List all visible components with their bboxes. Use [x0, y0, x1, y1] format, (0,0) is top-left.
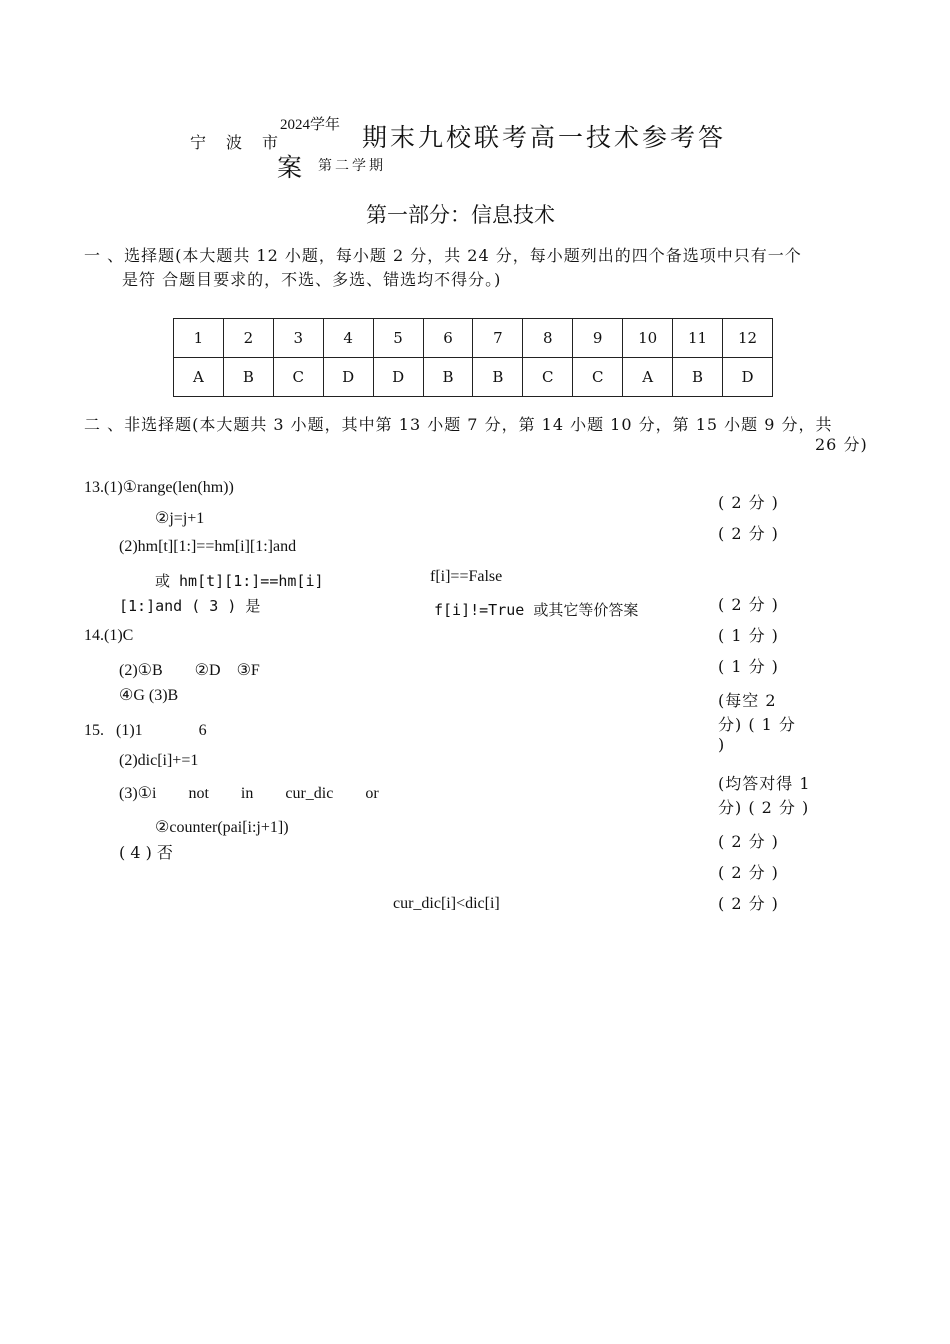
score-7b: 分) ( 2 分 ) [718, 798, 810, 817]
answer-row [174, 358, 773, 397]
header-title-line2: 案 [277, 153, 306, 182]
question-number: 9 [573, 319, 623, 358]
score-9: ( 2 分 ) [718, 863, 779, 882]
q13-2-answer: (2)hm[t][1:]==hm[i][1:]and [119, 538, 297, 555]
part1-heading-line1: 一 、选择题(本大题共 12 小题，每小题 2 分，共 24 分，每小题列出的四个备选项中只有一个 [84, 246, 802, 265]
q14-1-answer: 14.(1)C [84, 627, 134, 644]
q15-4-answer: ( 4 ) 否 [119, 843, 173, 862]
question-number: 7 [473, 319, 523, 358]
answer-letter: A [174, 358, 224, 397]
q14-2-answer-a: (2)①B ②D ③F [119, 662, 260, 679]
q15-3-answer-b: ②counter(pai[i:j+1]) [155, 819, 289, 836]
score-4: ( 1 分 ) [718, 626, 779, 645]
question-number: 4 [323, 319, 373, 358]
q13-2-false-answer: f[i]==False [430, 568, 503, 585]
answer-letter: B [423, 358, 473, 397]
answer-letter: B [223, 358, 273, 397]
question-number: 8 [523, 319, 573, 358]
q15-3-answer-a: (3)①i not in cur_dic or [119, 785, 379, 802]
question-number: 10 [623, 319, 673, 358]
part1-heading-line2: 是符 合题目要求的，不选、多选、错选均不得分。) [122, 270, 502, 289]
header-title-line1: 期末九校联考高一技术参考答 [362, 123, 727, 152]
part2-heading-line1: 二 、非选择题(本大题共 3 小题，其中第 13 小题 7 分，第 14 小题 10 分，第 15 小题 9 分，共 [84, 415, 833, 434]
q14-2-answer-b: ④G (3)B [119, 687, 179, 704]
score-3: ( 2 分 ) [718, 595, 779, 614]
answer-letter: D [722, 358, 772, 397]
answer-letter: B [473, 358, 523, 397]
answer-table [173, 318, 773, 397]
score-1: ( 2 分 ) [718, 493, 779, 512]
score-2: ( 2 分 ) [718, 524, 779, 543]
section-title: 第一部分：信息技术 [366, 203, 555, 227]
score-6c: ) [718, 735, 726, 754]
header-semester: 第二学期 [318, 158, 386, 174]
answer-letter: B [673, 358, 723, 397]
q15-condition-answer: cur_dic[i]<dic[i] [393, 895, 500, 912]
header-city: 宁波市 [190, 133, 299, 152]
q13-2-alt-answer: f[i]!=True 或其它等价答案 [434, 601, 639, 619]
q13-2-or-answer: 或 hm[t][1:]==hm[i] [155, 572, 324, 590]
score-6a: (每空 2 [718, 691, 777, 710]
question-number: 12 [722, 319, 772, 358]
q13-3-answer: [1:]and ( 3 ) 是 [119, 597, 261, 615]
answer-letter: C [273, 358, 323, 397]
part2-heading-line2: 26 分) [815, 435, 868, 454]
q15-1-answer: 15. (1)1 6 [84, 722, 207, 739]
q13-1-answer-a: 13.(1)①range(len(hm)) [84, 479, 234, 496]
answer-letter: C [573, 358, 623, 397]
answer-letter: D [373, 358, 423, 397]
score-6b: 分) ( 1 分 [718, 715, 796, 734]
question-number: 6 [423, 319, 473, 358]
header-year: 2024学年 [280, 117, 341, 133]
score-5: ( 1 分 ) [718, 657, 779, 676]
question-number: 3 [273, 319, 323, 358]
answer-letter: D [323, 358, 373, 397]
question-number: 2 [223, 319, 273, 358]
score-10: ( 2 分 ) [718, 894, 779, 913]
score-7a: (均答对得 1 [718, 774, 811, 793]
q13-1-answer-b: ②j=j+1 [155, 510, 205, 527]
question-number: 1 [174, 319, 224, 358]
question-number-row [174, 319, 773, 358]
q15-2-answer: (2)dic[i]+=1 [119, 752, 199, 769]
score-8: ( 2 分 ) [718, 832, 779, 851]
question-number: 11 [673, 319, 723, 358]
question-number: 5 [373, 319, 423, 358]
answer-letter: C [523, 358, 573, 397]
answer-letter: A [623, 358, 673, 397]
